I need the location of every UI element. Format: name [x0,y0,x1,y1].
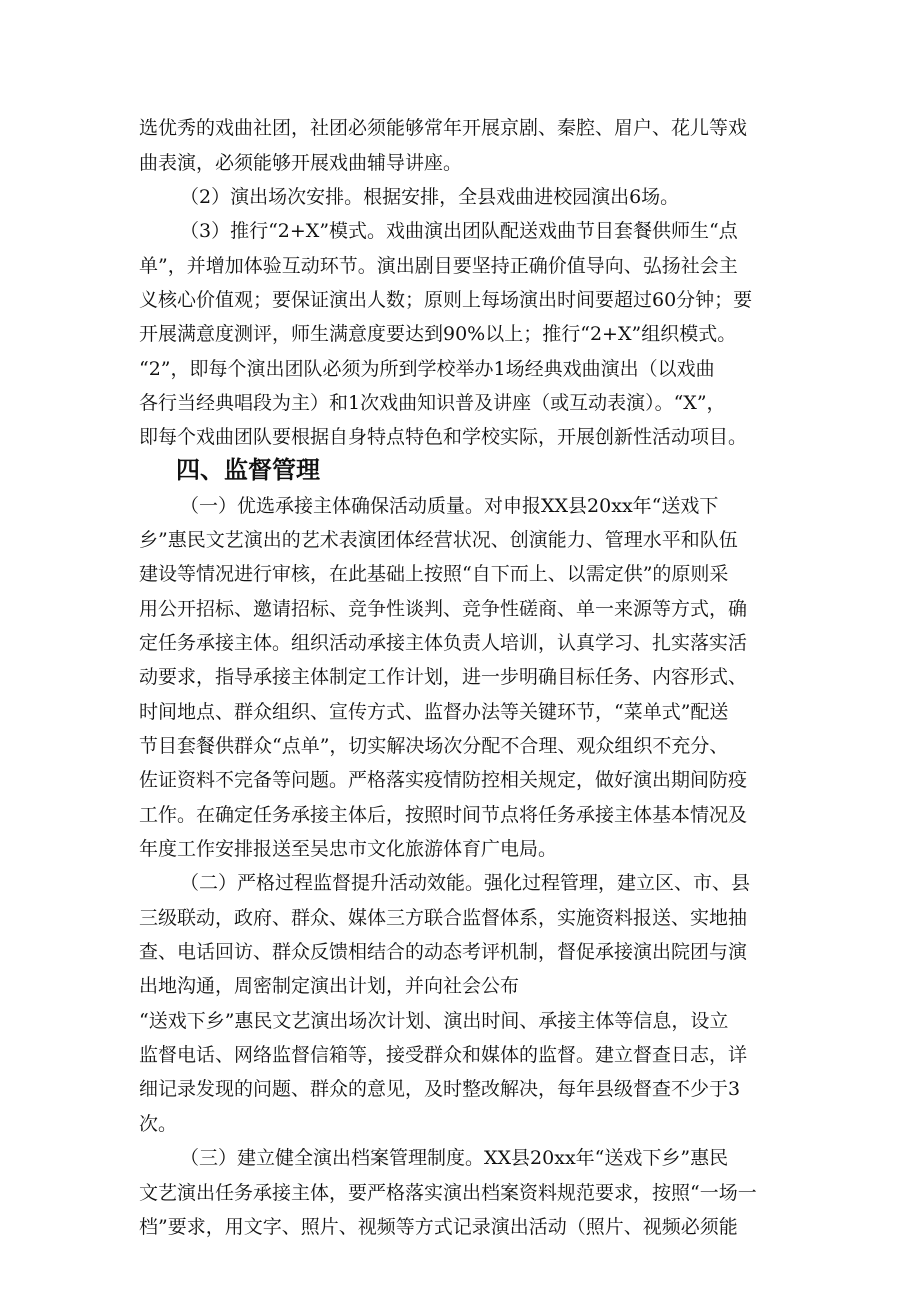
section-heading: 四、监督管理 [176,456,320,484]
text-line: 三级联动，政府、群众、媒体三方联合监督体系，实施资料报送、实地抽 [139,907,748,929]
text-line: 乡”惠民文艺演出的艺术表演团体经营状况、创演能力、管理水平和队伍 [139,529,738,551]
text-line: 各行当经典唱段为主）和1次戏曲知识普及讲座（或互动表演）。“X”， [139,392,726,414]
text-line: 义核心价值观；要保证演出人数；原则上每场演出时间要超过60分钟；要 [139,289,753,311]
text-line: 开展满意度测评，师生满意度要达到90%以上；推行“2+X”组织模式。 [139,323,737,345]
text-line: 出地沟通，周密制定演出计划，并向社会公布 [139,975,520,997]
text-line: （一）优选承接主体确保活动质量。对申报XX县20xx年“送戏下 [180,495,719,517]
text-line: 动要求，指导承接主体制定工作计划，进一步明确目标任务、内容形式、 [139,666,748,688]
text-line: 用公开招标、邀请招标、竞争性谈判、竞争性磋商、单一来源等方式，确 [139,598,748,620]
text-line: 年度工作安排报送至吴忠市文化旅游体育广电局。 [139,838,558,860]
text-line: （3）推行“2+X”模式。戏曲演出团队配送戏曲节目套餐供师生“点 [180,220,738,242]
text-line: “2”，即每个演出团队必须为所到学校举办1场经典戏曲演出（以戏曲 [139,358,715,380]
text-line: 定任务承接主体。组织活动承接主体负责人培训，认真学习、扎实落实活 [139,632,748,654]
text-line: 时间地点、群众组织、宣传方式、监督办法等关键环节，“菜单式”配送 [139,701,729,723]
text-line: 档”要求，用文字、照片、视频等方式记录演出活动（照片、视频必须能 [139,1216,738,1238]
text-line: 工作。在确定任务承接主体后，按照时间节点将任务承接主体基本情况及 [139,804,748,826]
text-line: 即每个戏曲团队要根据自身特点特色和学校实际，开展创新性活动项目。 [139,426,748,448]
text-line: 监督电话、网络监督信箱等，接受群众和媒体的监督。建立督查日志，详 [139,1044,748,1066]
text-line: 建设等情况进行审核，在此基础上按照“自下而上、以需定供”的原则采 [139,563,729,585]
text-line: （2）演出场次安排。根据安排，全县戏曲进校园演出6场。 [180,186,680,208]
text-line: （二）严格过程监督提升活动效能。强化过程管理，建立区、市、县 [180,872,751,894]
text-line: 文艺演出任务承接主体，要严格落实演出档案资料规范要求，按照“一场一 [139,1182,757,1204]
text-line: 单”，并增加体验互动环节。演出剧目要坚持正确价值导向、弘扬社会主 [139,255,738,277]
text-line: 查、电话回访、群众反馈相结合的动态考评机制，督促承接演出院团与演 [139,941,748,963]
text-line: 选优秀的戏曲社团，社团必须能够常年开展京剧、秦腔、眉户、花儿等戏 [139,117,748,139]
text-line: “送戏下乡”惠民文艺演出场次计划、演出时间、承接主体等信息，设立 [139,1010,729,1032]
text-line: 佐证资料不完备等问题。严格落实疫情防控相关规定，做好演出期间防疫 [139,769,748,791]
text-line: 曲表演，必须能够开展戏曲辅导讲座。 [139,152,463,174]
text-line: 细记录发现的问题、群众的意见，及时整改解决，每年县级督查不少于3 [139,1078,741,1100]
text-line: 节目套餐供群众“点单”，切实解决场次分配不合理、观众组织不充分、 [139,735,729,757]
text-line: （三）建立健全演出档案管理制度。XX县20xx年“送戏下乡”惠民 [180,1147,729,1169]
text-line: 次。 [139,1113,178,1135]
